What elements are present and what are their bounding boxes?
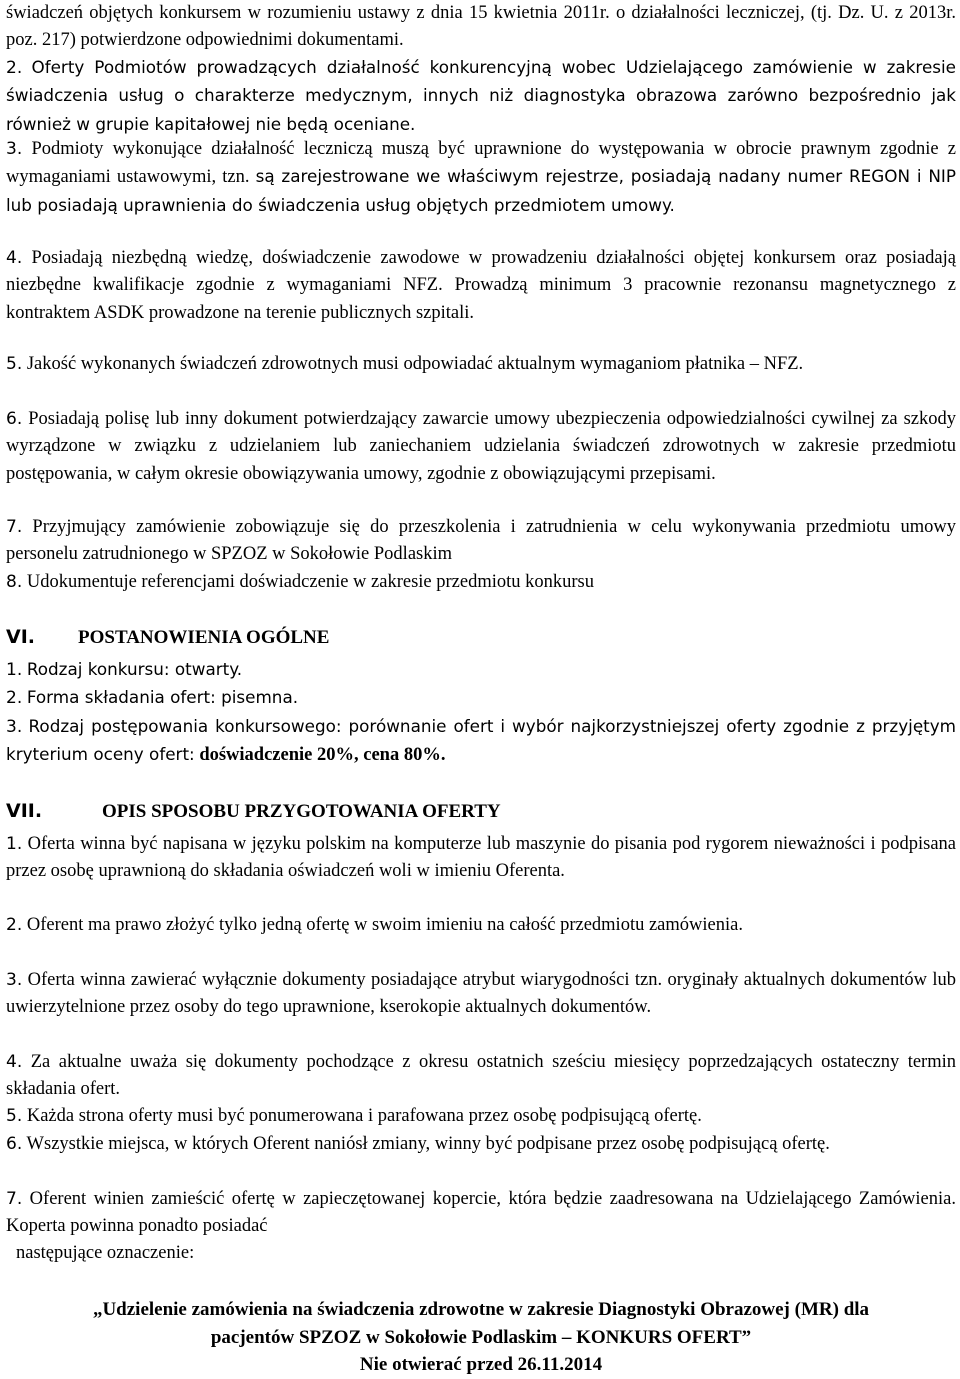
section-number: VI. <box>6 626 35 648</box>
section-vii-item-4 <box>6 1049 956 1104</box>
item-number: 3. <box>6 717 23 737</box>
item-number: 7. <box>6 1189 23 1209</box>
item-number: 2. <box>6 688 23 708</box>
section-title: POSTANOWIENIA OGÓLNE <box>78 627 330 648</box>
item-number: 1. <box>6 660 23 680</box>
section-vi-item-2 <box>6 684 956 712</box>
item-number: 5. <box>6 354 23 374</box>
item-text: Oferta winna być napisana w języku polskim na komputerze lub maszynie do pisania pod rygorem nieważności i podpisana przez osobę uprawnioną do składania oświadczeń woli w imieniu Oferenta. <box>6 834 956 882</box>
paragraph-3 <box>6 136 956 220</box>
section-vi-item-3 <box>6 713 956 770</box>
section-vii-item-5 <box>6 1103 956 1130</box>
item-text: Oferent winien zamieścić ofertę w zapieczętowanej kopercie, która będzie zaadresowana na Udzielającego Zamówienia. Koperta powinna ponadto posiadać <box>6 1189 956 1237</box>
section-title: OPIS SPOSOBU PRZYGOTOWANIA OFERTY <box>102 801 501 822</box>
paragraph-text: Posiadają niezbędną wiedzę, doświadczenie zawodowe w prowadzeniu działalności objętej konkursem oraz posiadają niezbędne kwalifikacje zgodnie z wymaganiami NFZ. <box>6 248 956 296</box>
envelope-text: pacjentów SPZOZ w Sokołowie Podlaskim – KONKURS OFERT” <box>210 1327 752 1348</box>
paragraph-text: świadczeń objętych konkursem w rozumieniu ustawy z dnia 15 kwietnia 2011r. o działalności leczniczej, (tj. Dz. U. z 2013r. poz. 217) potwierdzone odpowiednimi dokumentami. <box>6 3 956 51</box>
paragraph-7 <box>6 514 956 569</box>
paragraph-5 <box>6 351 956 378</box>
item-number: 3. <box>6 970 23 990</box>
item-text: Wszystkie miejsca, w których Oferent naniósł zmiany, winny być podpisane przez osobę podpisującą ofertę. <box>26 1134 830 1154</box>
paragraph-8 <box>6 569 956 596</box>
paragraph-2 <box>6 54 956 139</box>
item-number: 7. <box>6 517 23 537</box>
item-number: 1. <box>6 834 23 854</box>
envelope-text: „Udzielenie zamówienia na świadczenia zdrowotne w zakresie Diagnostyki Obrazowej (MR) dla <box>92 1299 870 1320</box>
section-number: VII. <box>6 800 43 822</box>
item-text: Za aktualne uważa się dokumenty pochodzące z okresu ostatnich sześciu miesięcy poprzedzających ostateczny termin składania ofert. <box>6 1052 956 1100</box>
section-vii-item-6 <box>6 1131 956 1158</box>
section-vii-item-7-continuation <box>16 1240 956 1267</box>
item-number: 3. <box>6 139 23 159</box>
paragraph-text: Posiadają polisę lub inny dokument potwierdzający zawarcie umowy ubezpieczenia odpowiedzialności cywilnej za szkody wyrządzone w związku z udzielaniem lub zaniechaniem udzielania świadczeń zdrowotnych w zakresie przedmiotu postępowania, w całym okresie obowiązywania umowy, zgodnie z obowiązującymi przepisami. <box>6 409 956 484</box>
envelope-text: Nie otwierać przed 26.11.2014 <box>359 1354 603 1375</box>
item-text: Rodzaj postępowania konkursowego: porównanie ofert i wybór najkorzystniejszej oferty zgodnie z przyjętym kryterium oceny ofert: <box>6 716 957 765</box>
item-number: 5. <box>6 1106 23 1126</box>
section-vii-item-2 <box>6 912 956 939</box>
item-number: 2. <box>6 58 23 78</box>
paragraph-6 <box>6 406 956 488</box>
item-text: Oferta winna zawierać wyłącznie dokumenty posiadające atrybut wiarygodności tzn. oryginały aktualnych dokumentów lub uwierzytelnione przez osoby do tego uprawnione, kserokopie aktualnych dokumentów. <box>6 970 956 1018</box>
paragraph-text: Udokumentuje referencjami doświadczenie w zakresie przedmiotu konkursu <box>26 572 594 592</box>
evaluation-criteria: doświadczenie 20%, cena 80%. <box>199 745 446 766</box>
paragraph-text: są zarejestrowane we właściwym rejestrze, posiadają nadany numer REGON i NIP lub posiadają uprawnienia do świadczenia usług objętych przedmiotem umowy. <box>6 166 956 215</box>
item-text: Forma składania ofert: pisemna. <box>26 687 299 707</box>
item-number: 4. <box>6 1052 23 1072</box>
envelope-marking-line-2 <box>6 1324 956 1352</box>
envelope-marking-line-3 <box>6 1351 956 1379</box>
section-vii-item-3 <box>6 967 956 1022</box>
section-vi-item-1 <box>6 656 956 684</box>
section-vii-item-1 <box>6 831 956 886</box>
paragraph-text: Oferty Podmiotów prowadzących działalność konkurencyjną wobec Udzielającego zamówienie w zakresie świadczenia usług o charakterze medycznym, innych niż diagnostyka obrazowa zarówno bezpośrednio jak również w grupie kapitałowej nie będą oceniane. <box>6 57 956 134</box>
item-text: Każda strona oferty musi być ponumerowana i parafowana przez osobę podpisującą ofertę. <box>26 1106 702 1126</box>
item-number: 2. <box>6 915 23 935</box>
item-number: 8. <box>6 572 23 592</box>
section-vii-item-7 <box>6 1186 956 1241</box>
paragraph-text: Podmioty wykonujące działalność leczniczą muszą być uprawnione do występowania w obrocie prawnym zgodnie z wymaganiami ustawowymi, tzn. <box>6 139 956 188</box>
section-vi-heading <box>6 624 329 652</box>
item-text: następujące oznaczenie: <box>16 1243 195 1263</box>
paragraph-text: Prowadzą minimum 3 pracownie rezonansu magnetycznego z kontraktem ASDK prowadzone na terenie publicznych szpitali. <box>6 275 957 323</box>
paragraph-text: Jakość wykonanych świadczeń zdrowotnych musi odpowiadać aktualnym wymaganiom płatnika – NFZ. <box>26 354 804 374</box>
item-text: Rodzaj konkursu: otwarty. <box>26 659 243 679</box>
item-number: 4. <box>6 248 23 268</box>
section-vii-heading <box>6 798 501 826</box>
item-number: 6. <box>6 409 23 429</box>
item-number: 6. <box>6 1134 23 1154</box>
envelope-marking-line-1 <box>6 1296 956 1324</box>
paragraph-4 <box>6 245 956 327</box>
item-text: Oferent ma prawo złożyć tylko jedną ofertę w swoim imieniu na całość przedmiotu zamówienia. <box>26 915 743 935</box>
paragraph-continuation <box>6 0 956 55</box>
paragraph-text: Przyjmujący zamówienie zobowiązuje się do przeszkolenia i zatrudnienia w celu wykonywania przedmiotu umowy personelu zatrudnionego w SPZOZ w Sokołowie Podlaskim <box>6 517 956 565</box>
